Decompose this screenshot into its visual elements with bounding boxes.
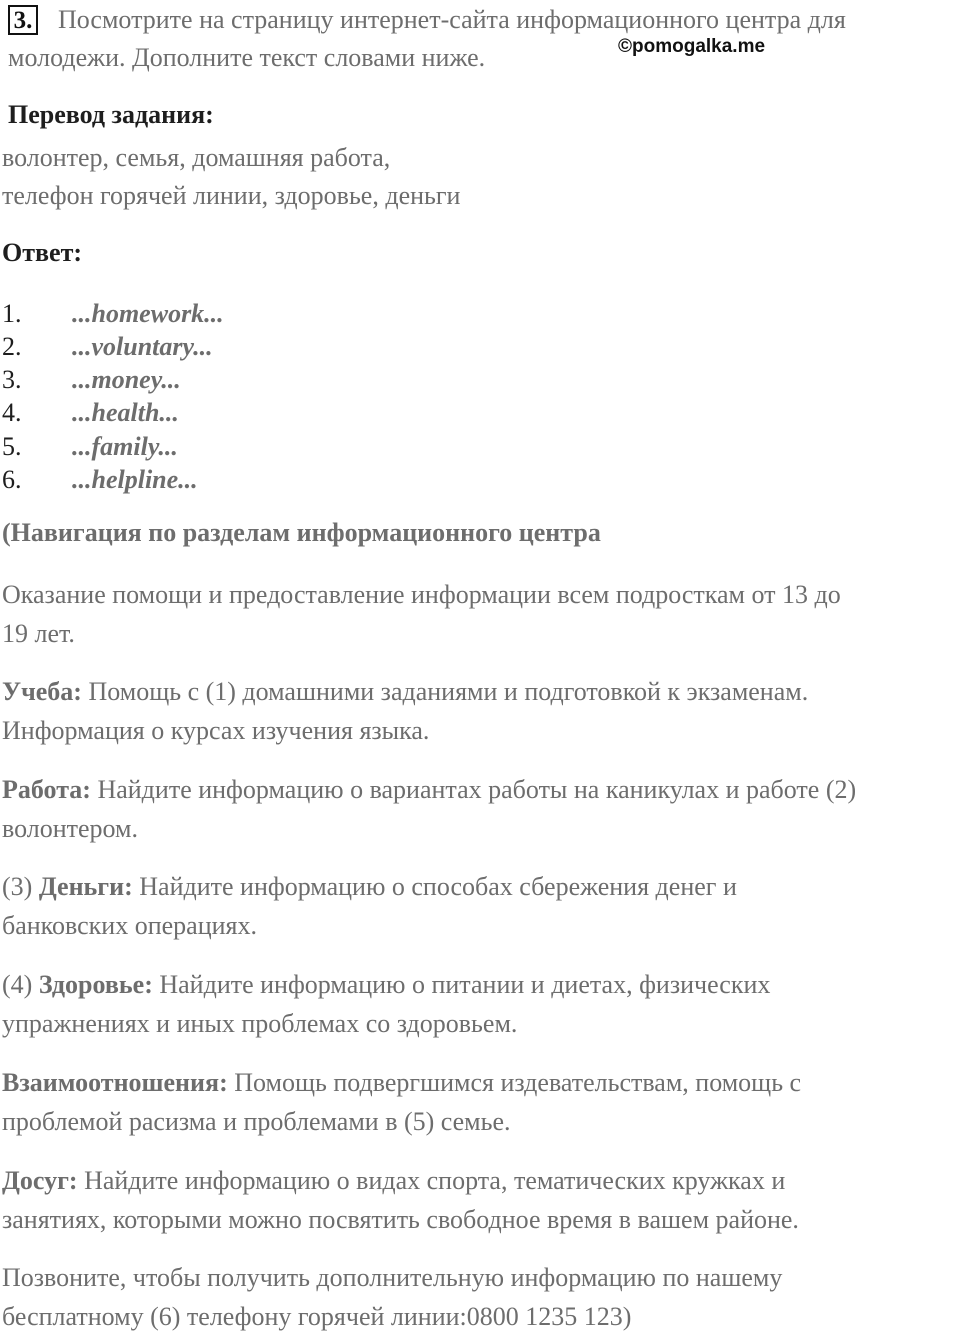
health-line-2: упражнениях и иных проблемах со здоровьем. — [2, 1005, 960, 1044]
leisure-label: Досуг: — [2, 1166, 78, 1195]
answer-word: ...voluntary... — [72, 332, 213, 362]
answer-number: 2. — [2, 332, 22, 362]
study-paragraph — [2, 673, 960, 750]
money-text-1: Найдите информацию о способах сбережения денег и — [133, 872, 737, 901]
translation-heading: Перевод задания: — [8, 100, 214, 130]
leisure-paragraph — [2, 1162, 960, 1239]
nav-title-text: (Навигация по разделам информационного центра — [2, 518, 601, 547]
money-label: Деньги: — [39, 872, 133, 901]
relationships-paragraph — [2, 1064, 960, 1141]
intro-line-2: 19 лет. — [2, 615, 960, 654]
nav-title — [2, 518, 601, 548]
work-line-2: волонтером. — [2, 810, 960, 849]
watermark: ©pomogalka.me — [618, 36, 765, 58]
task-number: 3. — [8, 5, 38, 35]
task-text-line-2: молодежи. Дополните текст словами ниже. — [8, 39, 485, 77]
relationships-line-2: проблемой расизма и проблемами в (5) семье. — [2, 1103, 960, 1142]
health-line-1 — [2, 966, 960, 1005]
study-label: Учеба: — [2, 677, 82, 706]
answer-word: ...helpline... — [72, 465, 198, 495]
health-paragraph — [2, 966, 960, 1043]
intro-line-1: Оказание помощи и предоставление информации всем подросткам от 13 до — [2, 576, 960, 615]
task-text-line-1: Посмотрите на страницу интернет-сайта информационного центра для — [58, 1, 846, 39]
health-prefix: (4) — [2, 970, 39, 999]
answer-number: 3. — [2, 365, 22, 395]
health-text-1: Найдите информацию о питании и диетах, физических — [153, 970, 771, 999]
money-line-2: банковских операциях. — [2, 907, 960, 946]
work-paragraph — [2, 771, 960, 848]
call-line-1: Позвоните, чтобы получить дополнительную информацию по нашему — [2, 1259, 960, 1298]
answer-number: 4. — [2, 398, 22, 428]
leisure-text-1: Найдите информацию о видах спорта, тематических кружках и — [78, 1166, 786, 1195]
work-line-1 — [2, 771, 960, 810]
money-prefix: (3) — [2, 872, 39, 901]
answer-word: ...family... — [72, 432, 178, 462]
answer-number: 6. — [2, 465, 22, 495]
translation-line-1: волонтер, семья, домашняя работа, — [2, 139, 390, 177]
money-line-1 — [2, 868, 960, 907]
work-label: Работа: — [2, 775, 91, 804]
leisure-line-2: занятиях, которыми можно посвятить свободное время в вашем районе. — [2, 1201, 960, 1240]
call-paragraph — [2, 1259, 960, 1336]
translation-line-2: телефон горячей линии, здоровье, деньги — [2, 177, 460, 215]
leisure-line-1 — [2, 1162, 960, 1201]
health-label: Здоровье: — [39, 970, 153, 999]
answer-number: 1. — [2, 299, 22, 329]
study-line-1 — [2, 673, 960, 712]
answer-number: 5. — [2, 432, 22, 462]
answer-word: ...health... — [72, 398, 179, 428]
answer-word: ...homework... — [72, 299, 224, 329]
money-paragraph — [2, 868, 960, 945]
study-line-2: Информация о курсах изучения языка. — [2, 712, 960, 751]
intro-paragraph — [2, 576, 960, 653]
answer-heading: Ответ: — [2, 238, 82, 268]
call-line-2: бесплатному (6) телефону горячей линии:0800 1235 123) — [2, 1298, 960, 1336]
relationships-label: Взаимоотношения: — [2, 1068, 228, 1097]
answer-word: ...money... — [72, 365, 181, 395]
work-text-1: Найдите информацию о вариантах работы на каникулах и работе (2) — [91, 775, 856, 804]
relationships-text-1: Помощь подвергшимся издевательствам, помощь с — [228, 1068, 801, 1097]
relationships-line-1 — [2, 1064, 960, 1103]
study-text-1: Помощь с (1) домашними заданиями и подготовкой к экзаменам. — [82, 677, 808, 706]
